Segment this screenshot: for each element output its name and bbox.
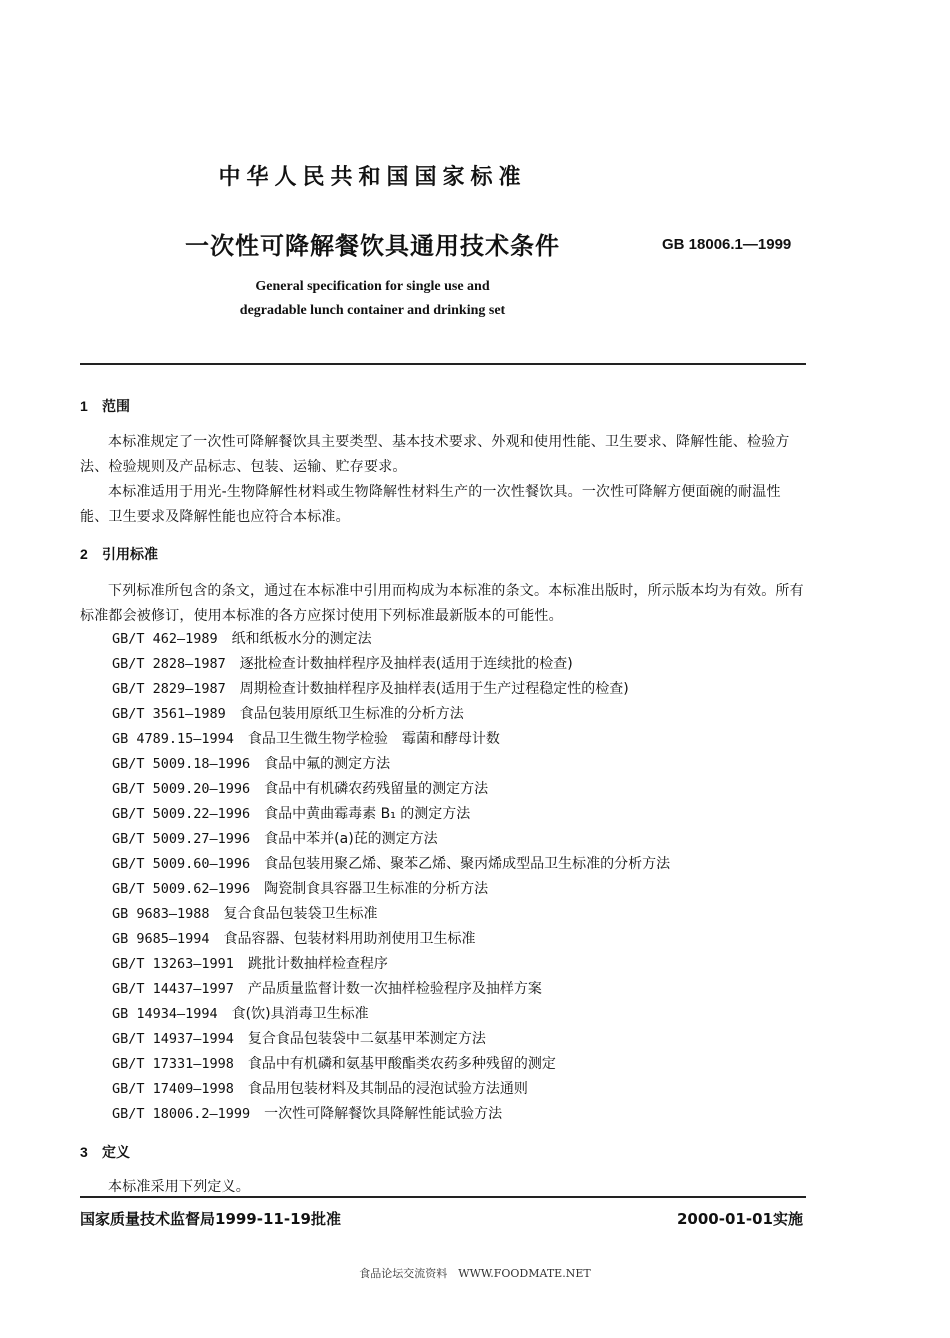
reference-item: GB/T 18006.2—1999 一次性可降解餐饮具降解性能试验方法 (112, 1106, 503, 1122)
national-standard-heading: 中华人民共和国国家标准 (218, 165, 527, 190)
section-3-number: 3 (80, 1144, 88, 1160)
section-2-intro: 下列标准所包含的条文，通过在本标准中引用而构成为本标准的条文。本标准出版时，所示版本均为有效。所有标准都会被修订，使用本标准的各方应探讨使用下列标准最新版本的可能性。 (80, 583, 804, 624)
reference-item: GB/T 5009.62—1996 陶瓷制食具容器卫生标准的分析方法 (112, 881, 489, 897)
section-1-paragraph-1: 本标准规定了一次性可降解餐饮具主要类型、基本技术要求、外观和使用性能、卫生要求、降解性能、检验方法、检验规则及产品标志、包装、运输、贮存要求。 (80, 434, 790, 475)
reference-item: GB/T 5009.20—1996 食品中有机磷农药残留量的测定方法 (112, 781, 489, 797)
reference-item: GB/T 5009.60—1996 食品包装用聚乙烯、聚苯乙烯、聚丙烯成型品卫生标准的分析方法 (112, 856, 671, 872)
reference-item: GB 14934—1994 食(饮)具消毒卫生标准 (112, 1006, 369, 1022)
reference-item: GB/T 17409—1998 食品用包装材料及其制品的浸泡试验方法通则 (112, 1081, 528, 1097)
reference-item: GB/T 17331—1998 食品中有机磷和氨基甲酸酯类农药多种残留的测定 (112, 1056, 556, 1072)
section-2-heading (80, 544, 158, 564)
section-1-paragraph-2: 本标准适用于用光-生物降解性材料或生物降解性材料生产的一次性餐饮具。一次性可降解方便面碗的耐温性能、卫生要求及降解性能也应符合本标准。 (80, 484, 781, 525)
reference-item: GB 4789.15—1994 食品卫生微生物学检验 霉菌和酵母计数 (112, 731, 500, 747)
standard-number: GB 18006.1—1999 (662, 236, 792, 253)
reference-item: GB/T 5009.18—1996 食品中氟的测定方法 (112, 756, 391, 772)
reference-item: GB/T 2829—1987 周期检查计数抽样程序及抽样表(适用于生产过程稳定性的检查) (112, 681, 629, 697)
footer-divider (80, 1196, 806, 1198)
section-3-title: 定义 (102, 1145, 130, 1161)
standard-title-en-line2: degradable lunch container and drinking set (239, 303, 506, 318)
section-1-heading (80, 396, 130, 416)
section-3-text: 本标准采用下列定义。 (108, 1179, 250, 1195)
reference-item: GB/T 2828—1987 逐批检查计数抽样程序及抽样表(适用于连续批的检查) (112, 656, 573, 672)
implementation-date: 2000-01-01实施 (677, 1210, 803, 1228)
section-2-number: 2 (80, 546, 88, 562)
approval-date: 国家质量技术监督局1999-11-19批准 (80, 1210, 341, 1228)
reference-item: GB 9683—1988 复合食品包装袋卫生标准 (112, 906, 378, 922)
reference-item: GB/T 462—1989 纸和纸板水分的测定法 (112, 631, 372, 647)
reference-item: GB 9685—1994 食品容器、包装材料用助剂使用卫生标准 (112, 931, 476, 947)
reference-item: GB/T 5009.22—1996 食品中黄曲霉毒素 B₁ 的测定方法 (112, 806, 471, 822)
reference-item: GB/T 14437—1997 产品质量监督计数一次抽样检验程序及抽样方案 (112, 981, 542, 997)
reference-item: GB/T 13263—1991 跳批计数抽样检查程序 (112, 956, 388, 972)
header-divider (80, 363, 806, 365)
reference-item: GB/T 14937—1994 复合食品包装袋中二氨基甲苯测定方法 (112, 1031, 486, 1047)
standard-title-en-line1: General specification for single use and (255, 279, 490, 294)
reference-item: GB/T 5009.27—1996 食品中苯并(a)芘的测定方法 (112, 831, 438, 847)
reference-item: GB/T 3561—1989 食品包装用原纸卫生标准的分析方法 (112, 706, 464, 722)
watermark-text: 食品论坛交流资料 WWW.FOODMATE.NET (359, 1267, 591, 1280)
section-1-number: 1 (80, 398, 88, 414)
standard-title-cn: 一次性可降解餐饮具通用技术条件 (185, 232, 560, 260)
section-2-title: 引用标准 (102, 547, 158, 563)
section-1-title: 范围 (102, 399, 130, 415)
section-3-heading (80, 1142, 130, 1162)
